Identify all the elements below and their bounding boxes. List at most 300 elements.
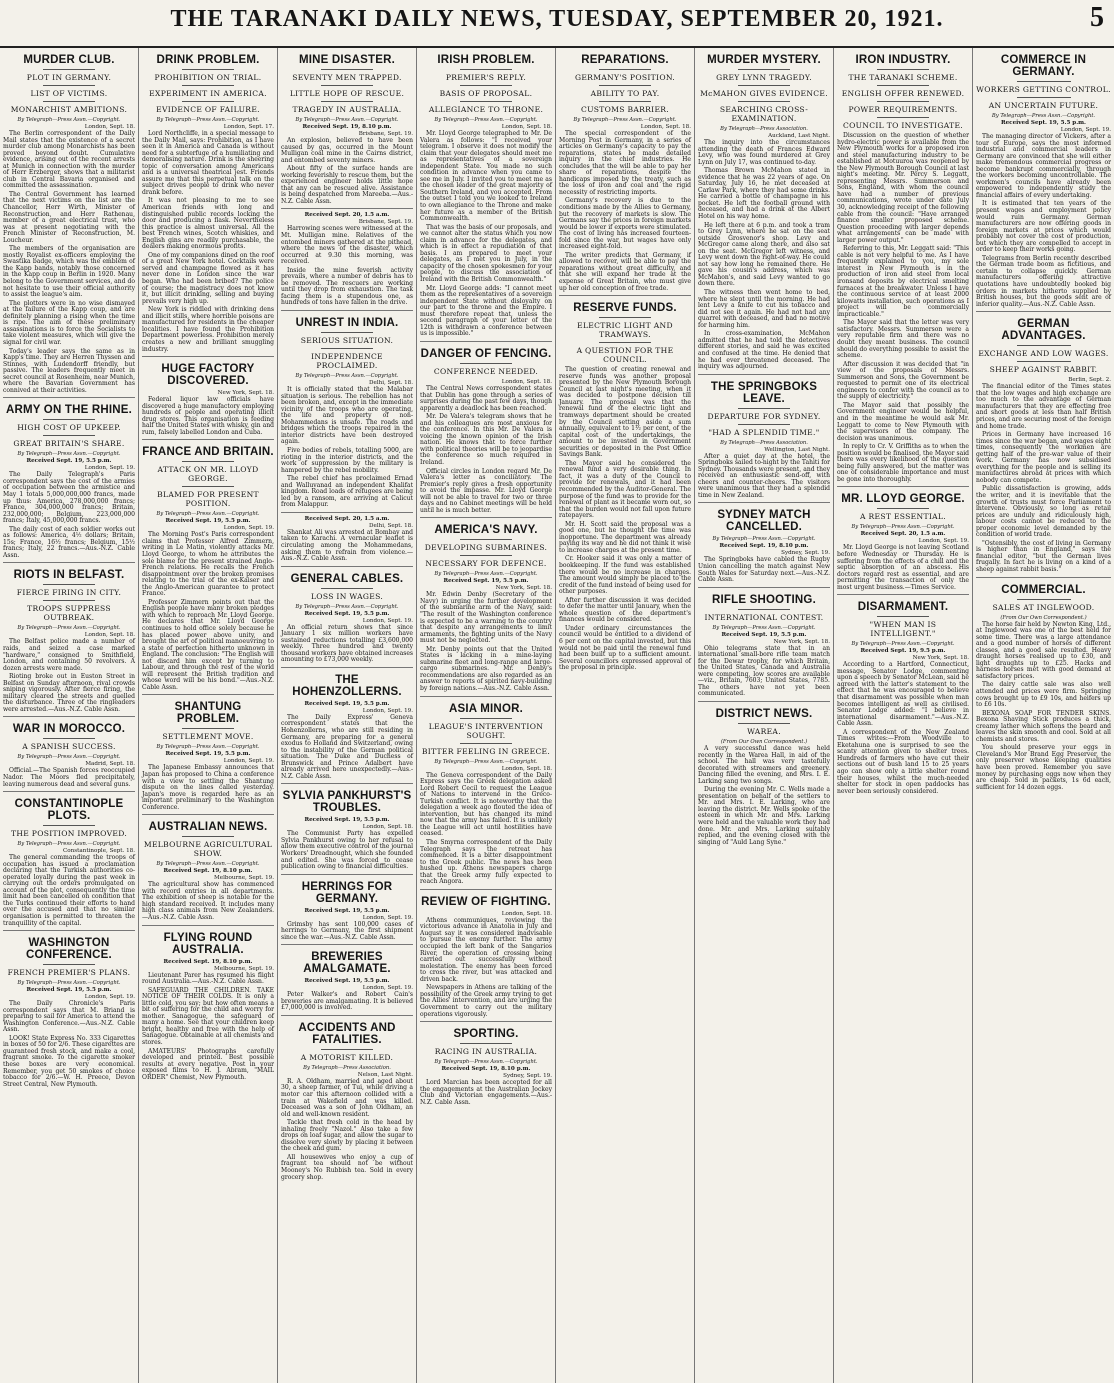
- divider-rule: [599, 317, 652, 318]
- article: [976, 584, 1111, 792]
- divider-rule: [460, 743, 513, 744]
- subheadline: PLOT IN GERMANY.: [26, 73, 112, 82]
- paragraph: Official circles in London regard Mr. De Valera's letter as conciliatory. The Premier's reply gives a fresh opportunity to avoid the impasse. Mr. Lloyd George will not be able to travel for two or three days and no Cabinet meetings will be held until he is much better.: [420, 467, 552, 514]
- subheadline: EXPERIMENT IN AMERICA.: [149, 89, 267, 98]
- headline: IRISH PROBLEM.: [437, 54, 535, 66]
- headline: MURDER MYSTERY.: [707, 54, 821, 66]
- paragraph: The Central News correspondent states that Dublin has gone through a series of surprises during the past few days, though apparently a deadlock has been reached.: [420, 384, 552, 412]
- article: [698, 381, 830, 504]
- article: [142, 363, 274, 440]
- subheadline: "WHEN MAN IS INTELLIGENT.": [869, 620, 937, 639]
- subheadline: GERMANY'S POSITION.: [574, 73, 676, 82]
- article: [142, 932, 274, 1082]
- paragraph: Germany's recovery is due to the conditions made by the Allies to Germany, but the recovery of markets is slow. The Germans say the prices in foreign markets would be lower if exports were stimulated. The cost of living has increased fourteen-fold since the war, but wages have only increased eight-fold.: [559, 197, 691, 251]
- headline: UNREST IN INDIA.: [295, 317, 399, 330]
- headline: GERMAN ADVANTAGES.: [1001, 318, 1086, 343]
- dateline: Melbourne, Sept. 19.: [214, 965, 274, 972]
- paragraph: Discussion on the question of whether hydro-electric power is available from the New Plymouth works for a proposed iron and steel manufacturing industry to be established at Motuuroa was reopened by the New Plymouth Borough Council at last night's meeting. Mr. Percy S. Leggatt, representing Messrs. Summerson and Sons, England, with whom the council have had a number of previous communications, wrote under date July 30, acknowledging receipt of the following cable from the council: "Have arranged finance smaller proposed scheme. Question proceeding with larger depends what arrangements can be made with larger power output.": [837, 132, 969, 244]
- divider-rule: [738, 69, 791, 70]
- paragraph: Ohio telegrams state that in an international small-bore rifle team match for the Dewar trophy, for which Britain, the United States, Canada and Australia were competing, low scores are available—viz., Britain, 7603; United States, 7785. The others have not yet been communicated.: [698, 644, 830, 698]
- article-divider: [3, 791, 135, 792]
- wire-credit: By Telegraph—Press Association.: [720, 439, 808, 446]
- divider-rule: [182, 461, 235, 462]
- divider-rule: [460, 363, 513, 364]
- paragraph: He left there at 6 p.m. and took a tram to Grey Lynn, where he sat on the seat outside Grosvenor's shop. Levy and McGregor came along there, and also sat on the seat. McGregor left witness, and Levy went down the right-of-way. He could not say how long he remained there. He gave his cousin's address, which was McMahon's, and said Levy wanted to go down there.: [698, 221, 830, 288]
- divider-rule: [43, 825, 96, 826]
- article-divider: [698, 701, 830, 702]
- headline: DISTRICT NEWS.: [715, 707, 813, 720]
- subheadline: A SPANISH SUCCESS.: [22, 742, 116, 752]
- headline: ACCIDENTS AND FATALITIES.: [298, 1021, 396, 1046]
- headline: ARMY ON THE RHINE.: [5, 404, 133, 417]
- article: [281, 54, 413, 209]
- article: [142, 701, 274, 815]
- divider-rule: [321, 588, 374, 589]
- paragraph: An explosion, believed to have been caused by gas, occurred in the Mount Mulligan coal mine in the Cairns district, and entombed seventy miners.: [281, 137, 413, 164]
- headline: SYDNEY MATCH CANCELLED.: [717, 509, 811, 534]
- column-2: [139, 48, 278, 1383]
- article: [142, 821, 274, 925]
- paragraph: The witness then went home to bed, where he slept until the morning. He had lent Levy a knife to cut his tobacco and did not see it again. He had not had any quarrel with deceased, and had no motive for harming him.: [698, 289, 830, 329]
- article: [281, 516, 413, 567]
- paragraph: The special correspondent of the Morning Post in Germany, in a series of articles on Germany's capacity to pay the reparations, states he made detailed inquiry in the chief industries. He concludes that the will be able to pay her share of reparations, despite the handicaps imposed by the treaty, such as the loss of iron and coal and the rigid necessity of restricting imports.: [559, 130, 691, 196]
- received-time: Received Sept. 20, 1.5 a.m.: [860, 531, 946, 538]
- subheadline: INTERNATIONAL CONTEST.: [704, 612, 824, 622]
- article-divider: [142, 925, 274, 926]
- paragraph: The general commanding the troops of occupation has issued a proclamation declaring that the Turkish authorities co-operated loyally during the past week in carrying out the orders promulgated on account of the plot, consequently the time limit had been cancelled on condition that the Turks continued their efforts to hand over the accused and that no similar organisation is permitted to threaten the tranquillity of the capital.: [3, 854, 135, 927]
- headline: THE SPRINGBOKS LEAVE.: [710, 380, 818, 405]
- dateline: Melbourne, Sept. 19.: [214, 875, 274, 882]
- subheadline: LEAGUE'S INTERVENTION SOUGHT.: [428, 721, 544, 740]
- paragraph: You should preserve your eggs in Cleveland's Mor Brand Egg Preserver, the only preserver whose keeping qualities have been proved. Remember you save money by purchasing eggs now when they are cheap. Sold in packets, 1s 6d each, sufficient for 14 dozen eggs.: [976, 744, 1111, 791]
- dateline: London, Sept. 19.: [362, 985, 413, 992]
- paragraph: The rebel chief has proclaimed Ernad and Walluvanad an independent Khalifat kingdom. Road loads of refugees are being led by a ransom, are arriving at Calicut from Malappur.: [281, 475, 413, 509]
- article-divider: [281, 783, 413, 784]
- article-divider: [281, 512, 413, 513]
- headline: WAR IN MOROCCO.: [12, 723, 126, 736]
- dateline: Brisbane, Sept. 19.: [358, 219, 413, 226]
- paragraph: Inside the mine feverish activity prevails, where a number of debris has to be removed. The rescuers are working until they drop from exhaustion. The task facing them is a stupendous one, as hundreds of tons have fallen in the drive.: [281, 266, 413, 307]
- divider-rule: [1017, 599, 1071, 600]
- wire-credit: By Telegraph—Press Assn.—Copyright.: [17, 625, 121, 632]
- article: [3, 723, 135, 792]
- wire-credit: By Telegraph—Press Assn.—Copyright.: [17, 117, 121, 123]
- headline: MR. LLOYD GEORGE.: [841, 493, 965, 506]
- article: [281, 674, 413, 784]
- paragraph: The daily cost of each soldier works out as follows: America, 4½ dollars; Britain, 15s; France, 16½ francs; Belgium, 15½ francs; Italy, 22 francs.—Aus.-N.Z. Cable Assn.: [3, 525, 135, 559]
- subheadline: A MOTORIST KILLED.: [300, 1052, 394, 1062]
- subheadline: CONFERENCE NEEDED.: [433, 366, 539, 376]
- dateline: Berlin, Sept. 2.: [1068, 377, 1111, 384]
- paragraph: Grimsby has sent 100,000 cases of herrings to Germany, the first shipment since the war.—Aus.-N.Z. Cable Assn.: [281, 920, 413, 941]
- wire-credit: By Telegraph—Press Assn.—Copyright.: [712, 624, 816, 631]
- article-divider: [281, 310, 413, 311]
- wire-credit: By Telegraph—Press Assn.—Copyright.: [17, 754, 121, 761]
- received-time: Received Sept. 19, 5.5 p.m.: [26, 987, 112, 994]
- headline: ASIA MINOR.: [449, 702, 523, 715]
- paragraph: Mr. Lloyd George adds: "I cannot meet them as the representatives of a sovereign independent State without disloyalty on our part to the throne and the Empire. I must therefore repeat that, unless the second paragraph of your letter of the 12th is withdrawn a conference between us is impossible.": [420, 284, 552, 338]
- subheadline: SEVENTY MEN TRAPPED.: [292, 73, 402, 82]
- paragraph: Today's leader says the same as in Kapp's time. They are Herren Thyssen and Stinnes, with Ludendorff friendly, but passive. The leaders frequently meet in secret council at Rosenheim, near Munich, where the Bavarian Government has connived at their activities.: [3, 347, 135, 394]
- paragraph: Peter Walker's and Robert Cain's breweries are amalgamating. It is believed £7,000,000 is involved.: [281, 991, 413, 1012]
- subheadline: LIST OF VICTIMS.: [30, 89, 108, 98]
- article: [698, 509, 830, 587]
- paragraph: The Mayor said that the letter was very satisfactory. Messrs. Summerson were a very reputable firm and there was no doubt they meant business. The council should do everything possible to assist the scheme.: [837, 319, 969, 360]
- paragraph: The Mayor said that possibly the Government engineer would be helpful, and in the meantime he would ask Mr. Leggatt to come to New Plymouth with the supervisors of the company. The decision was unanimous.: [837, 401, 969, 442]
- paragraph: Prices in Germany have increased 16 times since the war began, and wages eight times, consequently the workmen are getting half of the pre-war value of their work. Germany has now subsidised everything for the people and is selling its manufactures abroad at prices with which nobody can compete.: [976, 431, 1111, 484]
- wire-credit: By Telegraph—Press Association.: [303, 1064, 391, 1071]
- received-time: Received Sept. 19, 8.10 p.m.: [163, 958, 253, 965]
- headline: HUGE FACTORY DISCOVERED.: [161, 363, 255, 388]
- article: [281, 790, 413, 874]
- wire-credit: By Telegraph—Press Assn.—Copyright.: [156, 117, 260, 123]
- headline: SYLVIA PANKHURST'S TROUBLES.: [282, 790, 412, 815]
- subheadline: RACING IN AUSTRALIA.: [434, 1047, 538, 1057]
- article-divider: [281, 874, 413, 875]
- subheadline: GREY LYNN TRAGEDY.: [716, 73, 812, 82]
- column-8: [973, 48, 1114, 1383]
- subheadline: ALLEGIANCE TO THRONE.: [428, 105, 544, 114]
- paragraph: Lieutenant Parer has resumed his flight round Australia.—Aus.-N.Z. Cable Assn.: [142, 971, 274, 986]
- paragraph: Lord Northcliffe, in a special message to the Daily Mail, says: Prohibition, as I have seen it in America and Canada is without need for a subterfuge of a humiliating and demoralising nature. Drink is the sheering topic of conversation among Americans and is a universal theatrical jest. Friends assure me that this perpetual talk on the subject drives people to drink who never drank before.: [142, 130, 274, 196]
- divider-rule: [1017, 345, 1071, 346]
- subheadline: PREMIER'S REPLY.: [445, 73, 527, 82]
- paragraph: Professor Zimmern points out that the English people have many broken pledges with which to reproach Mr. Lloyd George. He declares that Mr. Lloyd George continues to hold office solely because he has placed power above unity, and brought the art of political manoeuvring to a state of perfection hitherto unknown in England. The conclusion: "The English will not discard him except by turning to Labour, and through the rest of the world will represent the British tradition and whose word will be his bond."—Aus.-N.Z. Cable Assn.: [142, 598, 274, 691]
- article: [698, 708, 830, 846]
- paragraph: The Belfast police made a number of raids, and seized a case marked "hardware," consigned to Smithfield, London, and containing 50 revolvers. A dozen arrests were made.: [3, 638, 135, 672]
- dateline: London, Sept. 19.: [362, 707, 413, 714]
- divider-rule: [321, 69, 374, 70]
- received-time: Received Sept. 19, 5.5 p.m.: [1000, 120, 1087, 126]
- headline: MURDER CLUB.: [23, 54, 115, 66]
- paragraph: After further discussion it was decided to defer the matter until January, when the whole question of the department's finances would be considered.: [559, 596, 691, 624]
- paragraph: It was not pleasing to me to see American friends with long and distinguished public records locking the door and producing a flask. Nevertheless this practice is almost universal. All the best French wines, Scotch whiskies, and English gins are readily purchasable, the dealers making enormous profits.: [142, 197, 274, 251]
- headline: FLYING ROUND AUSTRALIA.: [163, 931, 253, 956]
- divider-rule: [182, 85, 235, 86]
- wire-credit: By Telegraph—Press Assn.—Copyright.: [434, 571, 538, 578]
- article-divider: [281, 566, 413, 567]
- divider-rule: [599, 69, 652, 70]
- paragraph: The Smyrna correspondent of the Daily Telegraph says the retreat has commenced. It is a bitter disappointment to the Greek public. The news has been hushed up. Athens newspapers charge that the Greek army fully expected to reach Angora.: [420, 839, 552, 886]
- paragraph: New York is riddled with drinking dens and illicit stills, where horrible poisons are manufactured for residents in the cheaper localities. I have found the Prohibition Department powerless. Prohibition merely creates a new and brilliant smuggling industry.: [142, 306, 274, 353]
- divider-rule: [1017, 81, 1071, 82]
- headline: THE HOHENZOLLERNS.: [292, 673, 402, 698]
- received-time: Received Sept. 19, 5.5 p.m.: [165, 518, 251, 525]
- article: [281, 881, 413, 946]
- subheadline: THE TARANAKI SCHEME.: [848, 73, 958, 82]
- divider-rule: [43, 584, 96, 585]
- article-divider: [420, 889, 552, 890]
- article: [281, 951, 413, 1016]
- headline: RIOTS IN BELFAST.: [13, 569, 125, 582]
- headline: WASHINGTON CONFERENCE.: [26, 937, 112, 962]
- headline: REPARATIONS.: [581, 54, 669, 66]
- subheadline: A REST ESSENTIAL.: [860, 512, 946, 522]
- subheadline: SALES AT INGLEWOOD.: [992, 602, 1095, 612]
- subheadline: SHEEP AGAINST RABBIT.: [989, 365, 1098, 375]
- paragraph: A very successful dance was held recently in the Warea Hall, in aid of the school. The hall was very tastefully decorated with streamers and greenery. Dancing filled the evening, and Mrs. I. E. Larking sang two songs.: [698, 744, 830, 785]
- paragraph: "Ostensibly, the cost of living in Germany is higher than in England," says the financial editor, "but the German lives frugally. In fact he is living on a kind of a sheep against rabbit basis.": [976, 539, 1111, 573]
- headline: COMMERCIAL.: [1001, 583, 1086, 596]
- paragraph: During the evening Mr. C. Wells made a presentation on behalf of the settlers to Mr. and Mrs. I. E. Larking, who are leaving the district. Mr. Wells spoke of the esteem in which Mr. and Mrs. Larking were held and the valuable work they had done. Mr. and Mrs. Larking suitably replied, and the evening closed with the singing of "Auld Lang Syne.": [698, 786, 830, 846]
- subheadline: SEARCHING CROSS-EXAMINATION.: [719, 105, 809, 123]
- divider-rule: [1017, 361, 1071, 362]
- divider-rule: [182, 69, 235, 70]
- dateline: New York, Sept. 18.: [773, 638, 830, 645]
- paragraph: Newspapers in Athens are talking of the possibility of the Greek army trying to get the Allies' intervention, and are urging the Government to carry out the military operations vigorously.: [420, 984, 552, 1018]
- article-divider: [142, 694, 274, 695]
- dateline: Sydney, Sept. 19.: [503, 1073, 552, 1080]
- wire-credit: By Telegraph—Press Assn.—Copyright.: [156, 744, 260, 751]
- headline: HERRINGS FOR GERMANY.: [301, 880, 393, 905]
- divider-rule: [599, 342, 652, 343]
- dateline: Brisbane, Sept. 19.: [358, 131, 413, 137]
- paragraph: All housewives who enjoy a cup of fragrant tea should not be without Mooney's No Rubbish tea. Sold in every grocery shop.: [281, 1153, 413, 1181]
- dateline: London, Sept. 19.: [362, 914, 413, 921]
- article-divider: [281, 667, 413, 668]
- dateline: London, Sept. 19.: [84, 994, 135, 1001]
- received-time: Received Sept. 19, 8.10 p.m.: [163, 868, 253, 875]
- headline: AUSTRALIAN NEWS.: [148, 821, 268, 834]
- dateline: Delhi, Sept. 18.: [369, 522, 413, 529]
- article-divider: [837, 594, 969, 595]
- article-divider: [976, 311, 1111, 312]
- article: [420, 524, 552, 696]
- wire-credit: By Telegraph—Press Assn.—Copyright.: [434, 117, 538, 123]
- paragraph: An official return shows that since January 1 six million workers have sustained reductions totalling £3,600,000 weekly. Three hundred and twenty thousand workers have obtained increases amounting to £73,000 weekly.: [281, 623, 413, 664]
- divider-rule: [182, 836, 235, 837]
- dateline: London, Sept. 19.: [84, 465, 135, 472]
- headline: DISARMAMENT.: [857, 601, 949, 614]
- paragraph: In reply to Cr. V. Griffiths as to when the position would be finalised, the Mayor said there was every likelihood of the question being fully answered, but the matter was one of considerable importance and must be gone into thoroughly.: [837, 443, 969, 483]
- article-divider: [3, 716, 135, 717]
- dateline: New York, Sept. 18.: [217, 390, 274, 397]
- divider-rule: [182, 728, 235, 729]
- divider-rule: [460, 539, 513, 540]
- column-3: [278, 48, 417, 1383]
- article-divider: [281, 208, 413, 209]
- paragraph: The dairy cattle sale was also well attended and prices were firm. Springing cows brought up to £9 10s, and heifers up to £6 10s.: [976, 681, 1111, 709]
- article: [976, 54, 1111, 312]
- paragraph: The writer predicts that Germany, if allowed to recover, will be able to pay the reparations without great difficulty, and that she will expand her trade at the expense of Great Britain, who must give up her old conception of free trade.: [559, 251, 691, 292]
- article: [698, 594, 830, 702]
- subheadline: EVIDENCE OF FAILURE.: [156, 105, 260, 114]
- wire-credit: (From Our Own Correspondent.): [1000, 614, 1087, 621]
- dateline: London, Sept. 17.: [223, 124, 274, 130]
- paragraph: The Daily Telegraph's Paris correspondent says the cost of the armies of occupation between the armistice and May 1 totals 5,000,000,000 francs, made up thus: America, 278,000,000 francs; France, 304,000,000 francs; Britain, 232,000,000; Belgium, 223,000,000 francs; Italy, 45,000,000 francs.: [3, 471, 135, 525]
- article: [3, 569, 135, 717]
- wire-credit: By Telegraph—Press Assn.—Copyright.: [156, 861, 260, 868]
- paragraph: That was the basis of our proposals, and we cannot alter the status which you now claim in advance for the delegates, and which is in effect a repudiation of that basis. I am prepared to meet your delegates, as I met you in July, in the capacity of the chosen spokesmen for your people, to discuss the association of Ireland with the British Commonwealth.": [420, 223, 552, 284]
- paragraph: In cross-examination, McMahon admitted that he had told the detectives different stories, and said he was excited and confused at the time. He denied that he had ever threatened deceased. The inquiry was adjourned.: [698, 330, 830, 371]
- divider-rule: [460, 101, 513, 102]
- article: [3, 798, 135, 931]
- divider-rule: [877, 101, 930, 102]
- paragraph: Tackle that fresh cold in the head by inhaling freely "Nazol." Also take a few drops on loaf sugar, and allow the sugar to dissolve very slowly by placing it between the cheek and gum.: [281, 1119, 413, 1153]
- newspaper-title: THE TARANAKI DAILY NEWS, TUESDAY, SEPTEMBER 20, 1921.: [170, 6, 944, 32]
- article: [976, 318, 1111, 577]
- article: [281, 212, 413, 311]
- article: [837, 54, 969, 487]
- paragraph: Mr. Lloyd George is not leaving Scotland before Wednesday or Thursday. He is suffering from the effects of a chill and the septic absorption of an abscess. His doctors regard rest as essential, and are permitting the transaction of only the most urgent business.—Times Service.: [837, 544, 969, 591]
- subheadline: THE POSITION IMPROVED.: [10, 829, 128, 839]
- paragraph: The Geneva correspondent of the Daily Express says the Greek delegation asked Lord Robert Cecil to request the League of Nations to intervene in the Greco-Turkish conflict. It is noteworthy that the delegation a week ago flouted the idea of intervention, but has changed its mind now that the army has failed. It is unlikely the League will act until hostilities have ceased.: [420, 771, 552, 838]
- page-number: 5: [1090, 2, 1104, 33]
- subheadline: "HAD A SPLENDID TIME.": [708, 427, 820, 437]
- received-time: Received Sept. 19, 9.5 p.m.: [860, 648, 946, 655]
- wire-credit: By Telegraph—Press Assn.—Copyright.: [17, 841, 121, 848]
- article-divider: [142, 356, 274, 357]
- subheadline: GREAT BRITAIN'S SHARE.: [13, 439, 125, 449]
- article: [837, 493, 969, 595]
- subheadline: ABILITY TO PAY.: [590, 89, 660, 98]
- headline: BREWERIES AMALGAMATE.: [303, 951, 391, 976]
- article: [698, 54, 830, 375]
- paragraph: A correspondent of the New Zealand Times writes:—From Woodville to Eketahuna one is surprised to see the scanty attention given to shelter trees. Hundreds of farmers who have cut their sections out of bush land 15 to 25 years ago can show only a little shelter round their houses, whilst the much-needed shelter for stock in open paddocks has never been seriously considered.: [837, 728, 969, 795]
- received-time: Received Sept. 19, 5.5 p.m.: [165, 751, 251, 758]
- paragraph: Public dissatisfaction is growing, adds the writer, and it is inevitable that the growth of trusts must force Parliament to intervene. Obviously, so long as retail prices are unduly and ridiculously high, labour costs cannot be reduced to the proper economic level demanded by the condition of world trade.: [976, 485, 1111, 539]
- article: [281, 317, 413, 513]
- dateline: Constantinople, Sept. 18.: [63, 848, 135, 855]
- divider-rule: [877, 117, 930, 118]
- divider-rule: [877, 69, 930, 70]
- article-divider: [420, 1021, 552, 1022]
- subheadline: POWER REQUIREMENTS.: [848, 105, 958, 114]
- subheadline: TRAGEDY IN AUSTRALIA.: [292, 105, 402, 114]
- received-time: Received Sept. 19, 5.5 p.m.: [304, 978, 390, 985]
- dateline: Sydney, Sept. 19.: [781, 550, 830, 557]
- article-divider: [698, 374, 830, 375]
- subheadline: BASIS OF PROPOSAL.: [439, 89, 533, 98]
- divider-rule: [321, 332, 374, 333]
- paragraph: BEXONA SOAP FOR TENDER SKINS. Bexona Shaving Stick produces a thick, creamy lather which softens the beard and leaves the skin smooth and cool. Sold at all chemists and stores.: [976, 709, 1111, 743]
- divider-rule: [43, 419, 96, 420]
- article-divider: [698, 587, 830, 588]
- headline: COMMERCE IN GERMANY.: [1000, 54, 1087, 78]
- divider-rule: [599, 101, 652, 102]
- paragraph: SAFEGUARD THE CHILDREN. TAKE NOTICE OF THEIR COLDS. It is only a little cold, you say; but how often means a bit of suffering for the child and worry for mother. Sanagogue, the safeguard of many a home. See that your children keep bright, healthy and free with the help of Sanagogue. Obtainable at all chemists and stores.: [142, 986, 274, 1047]
- divider-rule: [43, 964, 96, 965]
- article: [142, 54, 274, 357]
- subheadline: A QUESTION FOR THE COUNCIL.: [576, 346, 674, 365]
- wire-credit: By Telegraph—Press Assn.—Copyright.: [712, 536, 816, 543]
- subheadline: TROOPS SUPPRESS OUTBREAK.: [27, 604, 111, 623]
- headline: SHANTUNG PROBLEM.: [174, 701, 242, 726]
- paragraph: The inquiry into the circumstances attending the death of Frances Edward Levy, who was found murdered at Grey Lynn on July 17, was continued to-day.: [698, 139, 830, 166]
- divider-rule: [877, 616, 930, 617]
- article-divider: [559, 295, 691, 296]
- wire-credit: By Telegraph—Press Association.: [720, 126, 808, 132]
- subheadline: PROHIBITION ON TRIAL.: [154, 73, 262, 82]
- column-1: [0, 48, 139, 1383]
- divider-rule: [321, 101, 374, 102]
- paragraph: The Mayor said he considered the renewal fund a very desirable thing. In fact, it was a duty of the Council to provide for renewals, and it had been recommended by the Auditor-General. The purpose of the fund was to provide for the renewal of plant as it became worn out, so that the burden would not fall upon future ratepayers.: [559, 459, 691, 520]
- received-time: Received Sept. 19, 8.10 p.m.: [719, 543, 809, 550]
- article: [3, 937, 135, 1088]
- paragraph: Five bodies of rebels, totalling 5000, are rioting in the interior districts, and the work of suppression by the military is hampered by the rebel mobility.: [281, 446, 413, 474]
- dateline: London, Sept. 18.: [84, 124, 135, 130]
- paragraph: Mr. Denby points out that the United States is lacking in a mine-laying submarine fleet and long-range and large-cargo submarines. Mr. Denby's recommendations are also regarded as an answer to reports of spirited navy-building by foreign nations.—Aus.-N.Z. Cable Assn.: [420, 645, 552, 692]
- subheadline: ELECTRIC LIGHT AND TRAMWAYS.: [577, 321, 673, 340]
- subheadline: LOSS IN WAGES.: [310, 591, 384, 601]
- headline: REVIEW OF FIGHTING.: [421, 895, 551, 908]
- paragraph: The members of the organisation are mostly Royalist ex-officers employing the Swastika badge, which was the emblem of the Kapp bands, notably those concerned in the Kapp coup in Berlin in 1920. Many belong to the Government services, and do not hesitate to use their official authority to assist the league's aim.: [3, 245, 135, 299]
- wire-credit: By Telegraph—Press Assn.—Copyright.: [295, 117, 399, 123]
- article: [281, 1022, 413, 1181]
- paragraph: Official.—The Spanish forces reoccupied Nador. The Moors fled precipitately, leaving numerous dead and several guns.: [3, 767, 135, 788]
- article-divider: [420, 696, 552, 697]
- article-divider: [3, 930, 135, 931]
- subheadline: BITTER FEELING IN GREECE.: [421, 746, 551, 756]
- article-divider: [698, 502, 830, 503]
- divider-rule: [460, 1043, 513, 1044]
- article-divider: [3, 397, 135, 398]
- headline: AMERICA'S NAVY.: [434, 524, 538, 537]
- headline: GENERAL CABLES.: [290, 572, 404, 585]
- dateline: London, Sept. 18.: [501, 765, 552, 772]
- divider-rule: [43, 101, 96, 102]
- paragraph: The question of creating renewal and reserve funds was another proposal presented by the New Plymouth Borough Council at last night's meeting, when it was decided to postpone decision till January. The proposal was that the renewal fund of the electric light and tramways department should be created by the Council setting aside a sum annually, equivalent to 1½ per cent, of the capital cost of the undertakings, the amount to be invested in Government securities or deposited in the Post Office Savings Bank.: [559, 366, 691, 459]
- paragraph: Thomas Brown McMahon stated in evidence that he was 22 years of age. On Saturday, July 16, he met deceased at Carlaw Park, where they had some drinks. He carried a bottle of champagne in his pocket. He left the football ground with deceased, and had a drink at the Albert Hotel on his way home.: [698, 167, 830, 221]
- received-time: Received Sept. 19, 8.10 p.m.: [302, 124, 392, 130]
- received-time: Received Sept. 19, 5.5 p.m.: [304, 817, 390, 824]
- wire-credit: (From Our Own Correspondent.): [720, 738, 808, 745]
- subheadline: DEVELOPING SUBMARINES.: [424, 543, 548, 553]
- subheadline: FRENCH PREMIER'S PLANS.: [7, 968, 131, 978]
- masthead: [0, 0, 1114, 48]
- paragraph: Shankat Ali was arrested at Bombay and taken to Karachi. A vernacular leaflet is circulating among the Mohammedans, asking them to refrain from violence.—Aus.-N.Z. Cable Assn.: [281, 528, 413, 563]
- paragraph: About fifty of the surface hands are working feverishly to rescue them, but the experienced engineer holds little hope that any can be rescued alive. Assistance is being despatched from Mareeba.—Aus.-N.Z. Cable Assn.: [281, 165, 413, 205]
- wire-credit: By Telegraph—Press Assn.—Copyright.: [573, 117, 677, 123]
- divider-rule: [738, 424, 791, 425]
- divider-rule: [321, 1049, 374, 1050]
- subheadline: EXCHANGE AND LOW WAGES.: [978, 349, 1109, 359]
- paragraph: After discussion it was decided that "in view of the proposals of Messrs. Summerson and Sons, the Government be requested to permit one of its electrical engineers to confer with the council as to the supply of electricity.": [837, 360, 969, 401]
- divider-rule: [599, 85, 652, 86]
- paragraph: LOOK! State Express No. 333 Cigarettes in boxes of 50 for 2/6. These cigarettes are guaranteed fresh stock, and make a cool, fragrant smoke. To the cigarette smoker these boxes are very economical. Remember, you get 50 smokes of choice tobacco for 2/6.—W. H. Preece, Devon Street Central, New Plymouth.: [3, 1034, 135, 1088]
- divider-rule: [43, 85, 96, 86]
- divider-rule: [738, 609, 791, 610]
- dateline: London, Sept. 19.: [918, 538, 969, 545]
- headline: MINE DISASTER.: [298, 54, 396, 66]
- article: [3, 54, 135, 398]
- article-divider: [142, 439, 274, 440]
- paragraph: After a quiet day at the hotel, the Springboks sailed to-night by the Tahiti for Sydney. Thousands were present, and they received an enthusiastic send-off, with cheers and counter-cheers. The visitors were unanimous that they had a splendid time in New Zealand.: [698, 452, 830, 499]
- article: [420, 348, 552, 518]
- paragraph: Telegrams from Berlin recently described the German trade boom as fictitious, and certain to collapse quickly. German manufacturers offering attractive quotations have undoubtedly booked big orders in markets hitherto supplied by British houses, but the goods sent are of inferior quality.—Aus.-N.Z. Cable Assn.: [976, 254, 1111, 308]
- wire-credit: By Telegraph—Press Assn.—Copyright.: [156, 511, 260, 518]
- paragraph: One of my companions dined on the roof of a great New York hotel. Cocktails were served and champagne flowed as it has never done in London since the war began. Who had been bribed? The police of course; the magistracy does not know it, but illicit drinking, selling and buying prevails very high up.: [142, 251, 274, 305]
- article: [281, 573, 413, 668]
- paragraph: Mr. Edwin Denby (Secretary of the Navy) in urging the further development of the submarine arm of the Navy, said: "The result of the Washington conference is expected to be a warning to the country that despite any arrangements to limit armaments, the fighting units of the Navy must not be neglected.": [420, 591, 552, 645]
- paragraph: Harrowing scenes were witnessed at the Mt. Mulligan mine. Relatives of the entombed miners gathered at the pithead, where the news of the disaster, which occurred at 9.30 this morning, was received.: [281, 225, 413, 266]
- paragraph: The Morning Post's Paris correspondent claims that Professor Alfred Zimmern, writing in Le Matin, violently attacks Mr. Lloyd George, to whom he attributes the sole blame for the present strained Anglo-French relations. He recalls the French disappointment over the broken promises relating to the trial of the ex-Kaiser and the Anglo-American guarantee to protect France.: [142, 531, 274, 598]
- article-divider: [3, 562, 135, 563]
- dateline: Wellington, Last Night.: [764, 446, 830, 453]
- wire-credit: By Telegraph—Press Assn.—Copyright.: [851, 641, 955, 648]
- dateline: London, Sept. 19.: [362, 617, 413, 624]
- divider-rule: [460, 718, 513, 719]
- article: [420, 1028, 552, 1106]
- divider-rule: [43, 435, 96, 436]
- paragraph: The financial editor of the Times states that the low wages and high exchange are too much to the advantage of German manufacturers that they are effecting free and short goods at less than half British prices, and are securing most of the foreign and home trade.: [976, 383, 1111, 430]
- wire-credit: By Telegraph—Press Assn.—Copyright.: [851, 524, 955, 531]
- dateline: Madrid, Sept. 18.: [85, 761, 135, 768]
- paragraph: Mr. Lloyd George telegraphed to Mr. De Valera as follows: "I received your telegram. I observe it does not modify the claim that your delegates should meet me as representatives of a sovereign independent State. You made no such condition in advance when you came to see me in July. I invited you to meet me as the chosen leader of the great majority of Southern Ireland, and you accepted. From the outset I told you we looked to Ireland to own allegiance to the Throne and make her future as a member of the British Commonwealth.: [420, 130, 552, 223]
- article: [420, 54, 552, 342]
- article-divider: [420, 341, 552, 342]
- paragraph: The plotters were in no wise dismayed at the failure of the Kapp coup, and are definitely planning a rising when the time is ripe. The aim of these preliminary assassinations is to force the Socialists to take violent measures, which will give the signal for civil war.: [3, 299, 135, 346]
